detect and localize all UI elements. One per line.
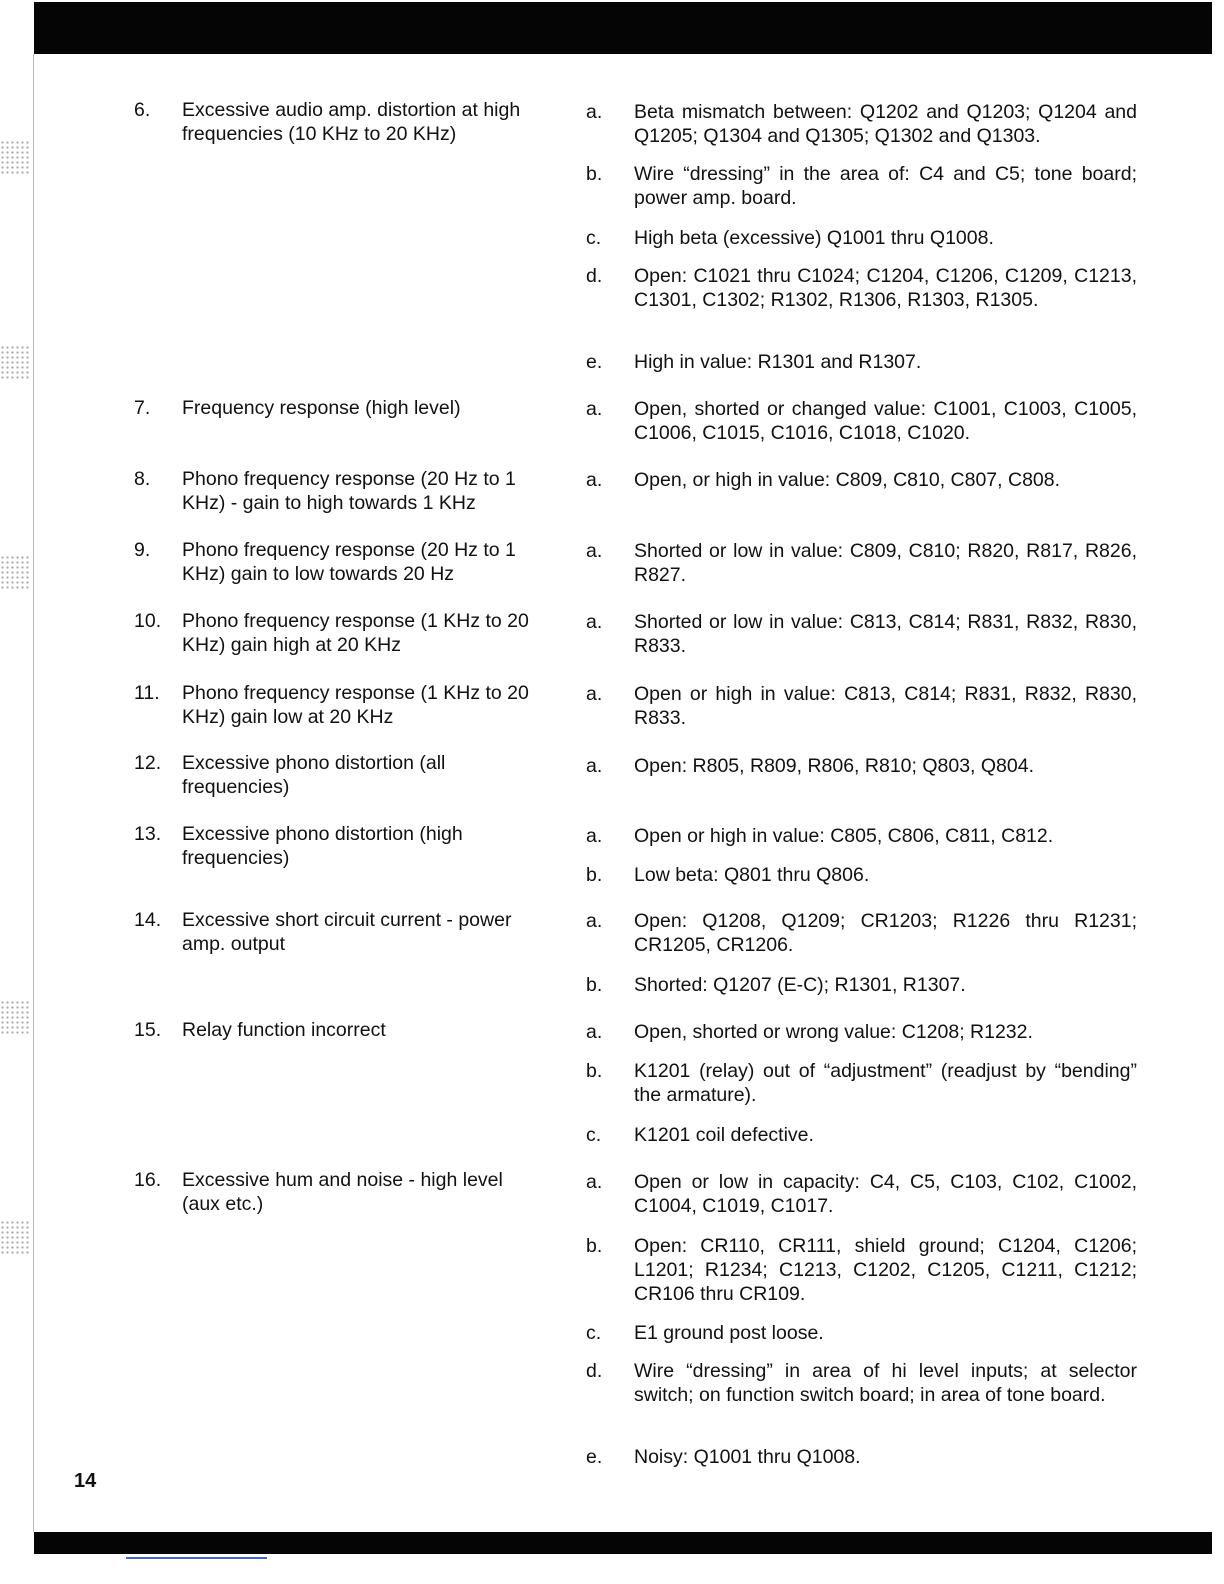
cause-letter: e. (586, 1446, 603, 1468)
entry-number: 9. (134, 539, 151, 561)
entry-number: 12. (134, 752, 162, 774)
cause-text: Open, or high in value: C809, C810, C807, C808. (634, 469, 1061, 491)
cause-text: K1201 coil defective. (634, 1124, 814, 1146)
cause-text: High in value: R1301 and R1307. (634, 351, 922, 373)
cause-letter: b. (586, 974, 603, 996)
cause-text: Low beta: Q801 thru Q806. (634, 864, 870, 886)
entry-number: 10. (134, 610, 162, 632)
cause-text: Open, shorted or wrong value: C1208; R1232. (634, 1021, 1033, 1043)
page-number: 14 (74, 1470, 97, 1492)
cause-text: Noisy: Q1001 thru Q1008. (634, 1446, 861, 1468)
cause-text: Shorted or low in value: C809, C810; R820, R817, R826, R827. (634, 540, 1137, 586)
cause-letter: b. (586, 1060, 603, 1082)
cause-letter: a. (586, 469, 603, 491)
problem-text: Phono frequency response (20 Hz to 1 KHz) gain to low towards 20 Hz (182, 539, 516, 585)
cause-letter: a. (586, 683, 603, 705)
margin-speckle (0, 555, 30, 589)
cause-letter: e. (586, 351, 603, 373)
margin-speckle (0, 140, 30, 174)
problem-text: Excessive audio amp. distortion at high frequencies (10 KHz to 20 KHz) (182, 99, 521, 145)
cause-text: Open: C1021 thru C1024; C1204, C1206, C1209, C1213, C1301, C1302; R1302, R1306, R1303, R1305. (634, 265, 1137, 311)
top-black-bar (34, 2, 1212, 54)
cause-letter: a. (586, 540, 603, 562)
problem-text: Phono frequency response (1 KHz to 20 KHz) gain low at 20 KHz (182, 682, 529, 728)
cause-text: E1 ground post loose. (634, 1322, 824, 1344)
cause-text: Shorted or low in value: C813, C814; R831, R832, R830, R833. (634, 611, 1137, 657)
cause-letter: a. (586, 1171, 603, 1193)
entry-number: 8. (134, 468, 151, 490)
left-margin-rule (33, 54, 34, 1532)
cause-letter: a. (586, 910, 603, 932)
cause-letter: a. (586, 825, 603, 847)
cause-text: Open, shorted or changed value: C1001, C1003, C1005, C1006, C1015, C1016, C1018, C1020. (634, 398, 1137, 444)
cause-text: Open or high in value: C805, C806, C811, C812. (634, 825, 1054, 847)
cause-text: K1201 (relay) out of “adjustment” (readjust by “bending” the armature). (634, 1060, 1137, 1106)
entry-number: 16. (134, 1169, 162, 1191)
cause-text: High beta (excessive) Q1001 thru Q1008. (634, 227, 994, 249)
bottom-black-bar (34, 1532, 1212, 1554)
cause-letter: b. (586, 163, 603, 185)
cause-letter: a. (586, 398, 603, 420)
entry-number: 14. (134, 909, 162, 931)
entry-number: 15. (134, 1019, 162, 1041)
cause-text: Wire “dressing” in area of hi level inputs; at selector switch; on function switch board; in area of tone board. (634, 1360, 1137, 1406)
margin-speckle (0, 345, 30, 379)
cause-letter: a. (586, 101, 603, 123)
cause-letter: a. (586, 755, 603, 777)
cause-text: Wire “dressing” in the area of: C4 and C5; tone board; power amp. board. (634, 163, 1137, 209)
cause-letter: b. (586, 864, 603, 886)
problem-text: Phono frequency response (20 Hz to 1 KHz) - gain to high towards 1 KHz (182, 468, 516, 514)
margin-speckle (0, 1220, 30, 1254)
problem-text: Relay function incorrect (182, 1019, 386, 1041)
cause-text: Open or low in capacity: C4, C5, C103, C102, C1002, C1004, C1019, C1017. (634, 1171, 1137, 1217)
problem-text: Frequency response (high level) (182, 397, 461, 419)
problem-text: Excessive hum and noise - high level (aux etc.) (182, 1169, 503, 1215)
cause-text: Beta mismatch between: Q1202 and Q1203; Q1204 and Q1205; Q1304 and Q1305; Q1302 and Q1303. (634, 101, 1137, 147)
entry-number: 7. (134, 397, 151, 419)
entry-number: 13. (134, 823, 162, 845)
problem-text: Excessive phono distortion (all frequencies) (182, 752, 446, 798)
cause-letter: c. (586, 1322, 602, 1344)
entry-number: 6. (134, 99, 151, 121)
problem-text: Excessive short circuit current - power amp. output (182, 909, 512, 955)
cause-text: Open: Q1208, Q1209; CR1203; R1226 thru R1231; CR1205, CR1206. (634, 910, 1137, 956)
cause-text: Open or high in value: C813, C814; R831, R832, R830, R833. (634, 683, 1137, 729)
cause-letter: d. (586, 1360, 603, 1382)
cause-text: Shorted: Q1207 (E-C); R1301, R1307. (634, 974, 966, 996)
cause-text: Open: R805, R809, R806, R810; Q803, Q804. (634, 755, 1035, 777)
margin-speckle (0, 1000, 30, 1034)
blue-underline-mark (126, 1557, 267, 1559)
cause-letter: a. (586, 1021, 603, 1043)
problem-text: Excessive phono distortion (high frequencies) (182, 823, 463, 869)
problem-text: Phono frequency response (1 KHz to 20 KHz) gain high at 20 KHz (182, 610, 529, 656)
cause-letter: a. (586, 611, 603, 633)
cause-letter: c. (586, 227, 602, 249)
cause-letter: b. (586, 1235, 603, 1257)
cause-letter: c. (586, 1124, 602, 1146)
cause-text: Open: CR110, CR111, shield ground; C1204, C1206; L1201; R1234; C1213, C1202, C1205, C1211, C1212; CR106 thru CR109. (634, 1235, 1137, 1305)
entry-number: 11. (134, 682, 160, 704)
cause-letter: d. (586, 265, 603, 287)
